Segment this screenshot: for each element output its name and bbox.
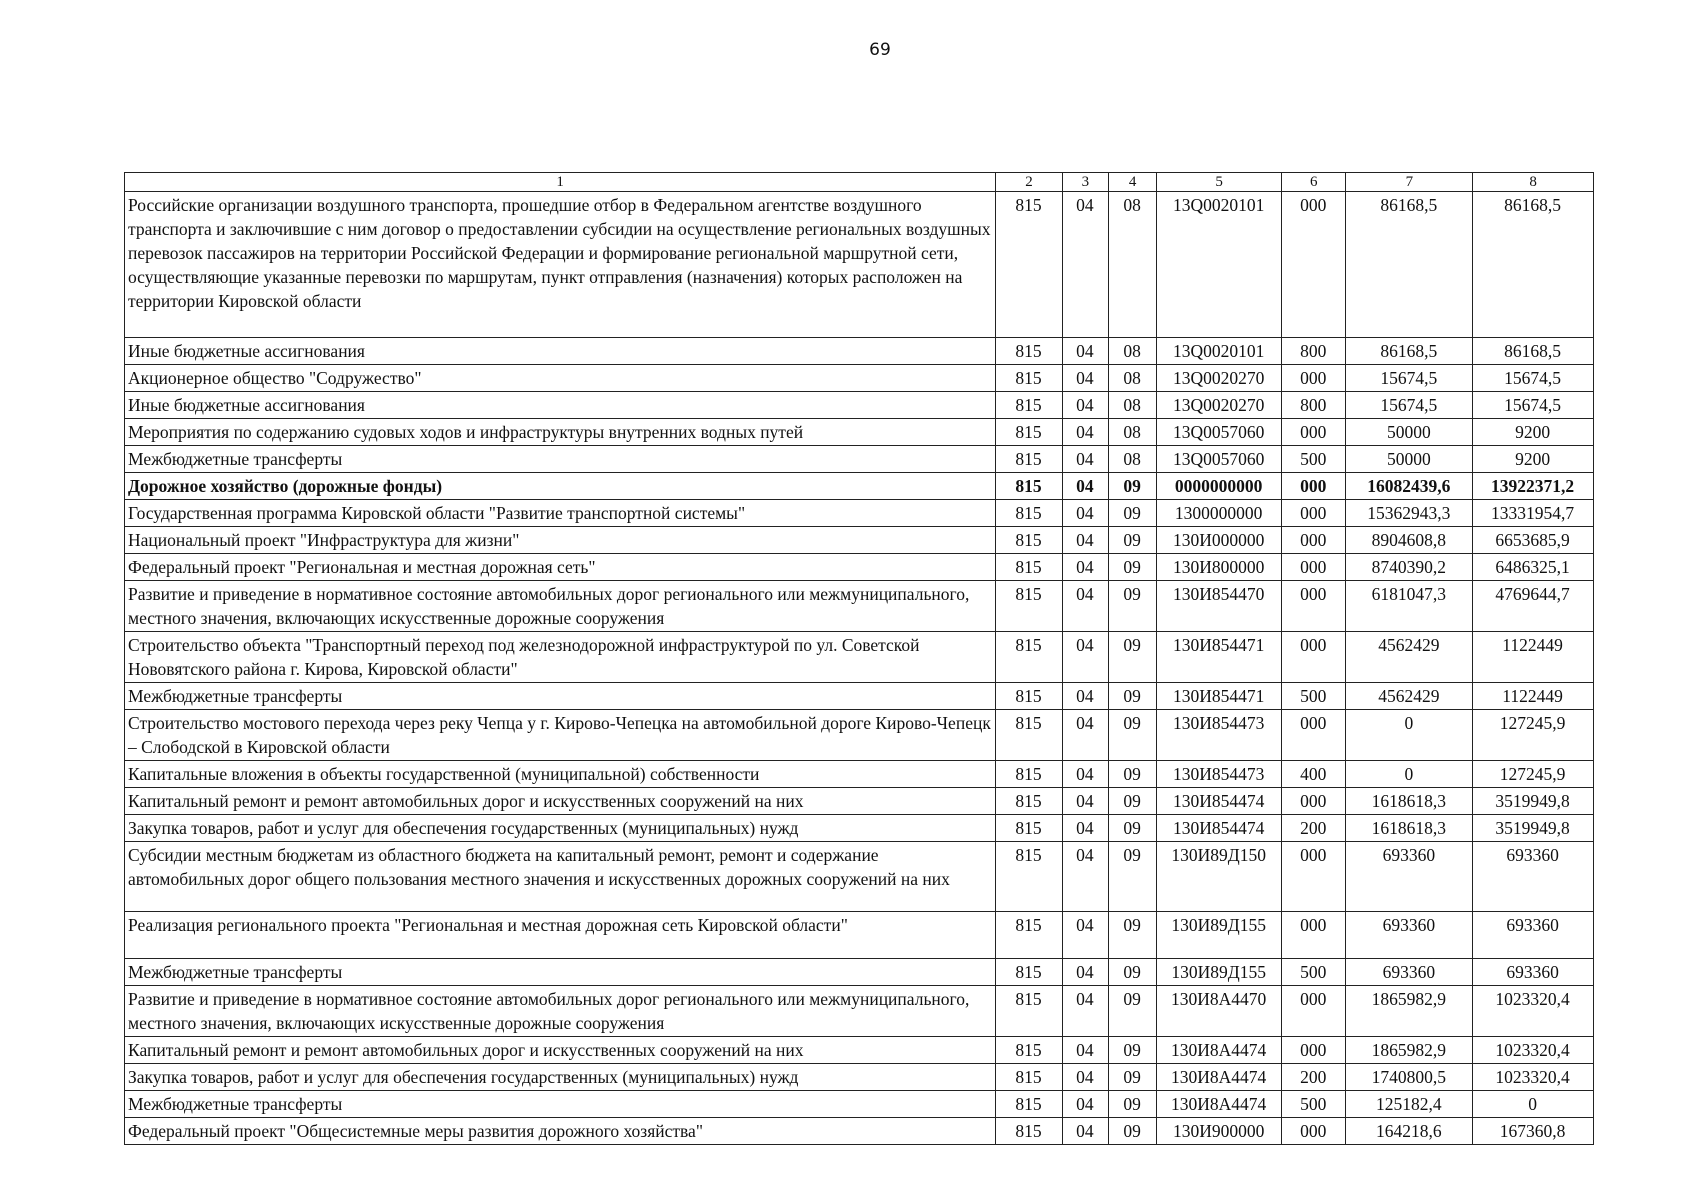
chapter-cell: 815	[996, 842, 1062, 912]
target-article-cell: 130И000000	[1157, 527, 1282, 554]
amount-2025-cell: 1023320,4	[1473, 1037, 1594, 1064]
table-row	[125, 473, 1594, 500]
amount-2024-cell: 86168,5	[1346, 192, 1473, 338]
expense-type-cell: 000	[1282, 554, 1346, 581]
amount-2024-cell: 693360	[1346, 959, 1473, 986]
chapter-cell: 815	[996, 392, 1062, 419]
table-row	[125, 527, 1594, 554]
section-cell: 04	[1062, 446, 1108, 473]
amount-2025-cell: 6653685,9	[1473, 527, 1594, 554]
section-cell: 04	[1062, 683, 1108, 710]
name-cell: Закупка товаров, работ и услуг для обеспечения государственных (муниципальных) нужд	[125, 1064, 996, 1091]
name-cell: Межбюджетные трансферты	[125, 683, 996, 710]
amount-2025-cell: 4769644,7	[1473, 581, 1594, 632]
subsection-cell: 08	[1109, 192, 1157, 338]
chapter-cell: 815	[996, 683, 1062, 710]
expense-type-cell: 000	[1282, 1118, 1346, 1145]
subsection-cell: 09	[1109, 842, 1157, 912]
expense-type-cell: 000	[1282, 419, 1346, 446]
section-cell: 04	[1062, 1091, 1108, 1118]
chapter-cell: 815	[996, 500, 1062, 527]
section-cell: 04	[1062, 419, 1108, 446]
amount-2024-cell: 1865982,9	[1346, 1037, 1473, 1064]
name-cell: Закупка товаров, работ и услуг для обеспечения государственных (муниципальных) нужд	[125, 815, 996, 842]
expense-type-cell: 400	[1282, 761, 1346, 788]
section-cell: 04	[1062, 365, 1108, 392]
table-row	[125, 392, 1594, 419]
name-cell: Иные бюджетные ассигнования	[125, 392, 996, 419]
amount-2024-cell: 15674,5	[1346, 392, 1473, 419]
subsection-cell: 09	[1109, 1064, 1157, 1091]
amount-2024-cell: 50000	[1346, 419, 1473, 446]
section-cell: 04	[1062, 500, 1108, 527]
section-cell: 04	[1062, 581, 1108, 632]
header-cell-5: 5	[1157, 173, 1282, 192]
target-article-cell: 13Q0057060	[1157, 419, 1282, 446]
table-row	[125, 581, 1594, 632]
subsection-cell: 09	[1109, 527, 1157, 554]
amount-2024-cell: 1740800,5	[1346, 1064, 1473, 1091]
expense-type-cell: 000	[1282, 500, 1346, 527]
expense-type-cell: 200	[1282, 815, 1346, 842]
table-row	[125, 338, 1594, 365]
amount-2024-cell: 15362943,3	[1346, 500, 1473, 527]
expense-type-cell: 000	[1282, 527, 1346, 554]
expense-type-cell: 000	[1282, 473, 1346, 500]
amount-2025-cell: 693360	[1473, 912, 1594, 959]
expense-type-cell: 000	[1282, 192, 1346, 338]
section-cell: 04	[1062, 710, 1108, 761]
target-article-cell: 130И8А4474	[1157, 1064, 1282, 1091]
chapter-cell: 815	[996, 912, 1062, 959]
expense-type-cell: 500	[1282, 959, 1346, 986]
target-article-cell: 130И900000	[1157, 1118, 1282, 1145]
target-article-cell: 130И89Д150	[1157, 842, 1282, 912]
subsection-cell: 09	[1109, 986, 1157, 1037]
target-article-cell: 1300000000	[1157, 500, 1282, 527]
amount-2025-cell: 9200	[1473, 419, 1594, 446]
table-row	[125, 710, 1594, 761]
section-cell: 04	[1062, 912, 1108, 959]
header-cell-8: 8	[1473, 173, 1594, 192]
subsection-cell: 09	[1109, 788, 1157, 815]
amount-2025-cell: 3519949,8	[1473, 815, 1594, 842]
amount-2025-cell: 15674,5	[1473, 365, 1594, 392]
amount-2025-cell: 13331954,7	[1473, 500, 1594, 527]
expense-type-cell: 000	[1282, 788, 1346, 815]
target-article-cell: 130И854471	[1157, 683, 1282, 710]
name-cell: Государственная программа Кировской области "Развитие транспортной системы"	[125, 500, 996, 527]
target-article-cell: 130И854471	[1157, 632, 1282, 683]
amount-2025-cell: 86168,5	[1473, 338, 1594, 365]
subsection-cell: 09	[1109, 710, 1157, 761]
amount-2025-cell: 127245,9	[1473, 761, 1594, 788]
chapter-cell: 815	[996, 788, 1062, 815]
section-cell: 04	[1062, 338, 1108, 365]
section-cell: 04	[1062, 959, 1108, 986]
amount-2024-cell: 0	[1346, 761, 1473, 788]
section-cell: 04	[1062, 1037, 1108, 1064]
amount-2024-cell: 16082439,6	[1346, 473, 1473, 500]
subsection-cell: 08	[1109, 338, 1157, 365]
target-article-cell: 130И8А4474	[1157, 1037, 1282, 1064]
name-cell: Мероприятия по содержанию судовых ходов и инфраструктуры внутренних водных путей	[125, 419, 996, 446]
section-cell: 04	[1062, 473, 1108, 500]
target-article-cell: 13Q0020101	[1157, 338, 1282, 365]
table-row	[125, 959, 1594, 986]
amount-2025-cell: 1023320,4	[1473, 986, 1594, 1037]
name-cell: Строительство объекта "Транспортный переход под железнодорожной инфраструктурой по ул. Советской Нововятского района г. Кирова, Кировской области"	[125, 632, 996, 683]
chapter-cell: 815	[996, 1091, 1062, 1118]
chapter-cell: 815	[996, 338, 1062, 365]
header-cell-4: 4	[1109, 173, 1157, 192]
name-cell: Межбюджетные трансферты	[125, 959, 996, 986]
subsection-cell: 09	[1109, 761, 1157, 788]
target-article-cell: 13Q0020270	[1157, 392, 1282, 419]
expense-type-cell: 500	[1282, 683, 1346, 710]
name-cell: Развитие и приведение в нормативное состояние автомобильных дорог регионального или межмуниципального, местного значения, включающих искусственные дорожные сооружения	[125, 986, 996, 1037]
table-row	[125, 365, 1594, 392]
header-cell-1: 1	[125, 173, 996, 192]
expense-type-cell: 000	[1282, 842, 1346, 912]
section-cell: 04	[1062, 392, 1108, 419]
amount-2025-cell: 0	[1473, 1091, 1594, 1118]
section-cell: 04	[1062, 986, 1108, 1037]
chapter-cell: 815	[996, 419, 1062, 446]
amount-2024-cell: 50000	[1346, 446, 1473, 473]
subsection-cell: 09	[1109, 1091, 1157, 1118]
target-article-cell: 130И89Д155	[1157, 912, 1282, 959]
target-article-cell: 130И800000	[1157, 554, 1282, 581]
amount-2024-cell: 125182,4	[1346, 1091, 1473, 1118]
amount-2025-cell: 86168,5	[1473, 192, 1594, 338]
amount-2025-cell: 13922371,2	[1473, 473, 1594, 500]
chapter-cell: 815	[996, 554, 1062, 581]
name-cell: Национальный проект "Инфраструктура для жизни"	[125, 527, 996, 554]
subsection-cell: 09	[1109, 500, 1157, 527]
target-article-cell: 130И854470	[1157, 581, 1282, 632]
table-row	[125, 815, 1594, 842]
table-body	[125, 192, 1594, 1145]
amount-2024-cell: 8740390,2	[1346, 554, 1473, 581]
chapter-cell: 815	[996, 446, 1062, 473]
table-row	[125, 761, 1594, 788]
table-row	[125, 683, 1594, 710]
target-article-cell: 130И854473	[1157, 761, 1282, 788]
section-cell: 04	[1062, 842, 1108, 912]
subsection-cell: 09	[1109, 632, 1157, 683]
table-row	[125, 1037, 1594, 1064]
table-row	[125, 986, 1594, 1037]
amount-2024-cell: 0	[1346, 710, 1473, 761]
name-cell: Капитальные вложения в объекты государственной (муниципальной) собственности	[125, 761, 996, 788]
chapter-cell: 815	[996, 473, 1062, 500]
header-cell-6: 6	[1282, 173, 1346, 192]
section-cell: 04	[1062, 632, 1108, 683]
amount-2025-cell: 693360	[1473, 842, 1594, 912]
subsection-cell: 09	[1109, 959, 1157, 986]
chapter-cell: 815	[996, 959, 1062, 986]
amount-2024-cell: 164218,6	[1346, 1118, 1473, 1145]
subsection-cell: 09	[1109, 554, 1157, 581]
chapter-cell: 815	[996, 365, 1062, 392]
subsection-cell: 08	[1109, 446, 1157, 473]
amount-2025-cell: 15674,5	[1473, 392, 1594, 419]
chapter-cell: 815	[996, 192, 1062, 338]
chapter-cell: 815	[996, 527, 1062, 554]
section-cell: 04	[1062, 788, 1108, 815]
section-cell: 04	[1062, 192, 1108, 338]
name-cell: Межбюджетные трансферты	[125, 446, 996, 473]
amount-2025-cell: 6486325,1	[1473, 554, 1594, 581]
expense-type-cell: 500	[1282, 1091, 1346, 1118]
header-cell-7: 7	[1346, 173, 1473, 192]
section-cell: 04	[1062, 1118, 1108, 1145]
amount-2025-cell: 1023320,4	[1473, 1064, 1594, 1091]
target-article-cell: 0000000000	[1157, 473, 1282, 500]
subsection-cell: 09	[1109, 581, 1157, 632]
chapter-cell: 815	[996, 1118, 1062, 1145]
subsection-cell: 09	[1109, 683, 1157, 710]
name-cell: Российские организации воздушного транспорта, прошедшие отбор в Федеральном агентстве воздушного транспорта и заключившие с ним договор о предоставлении субсидии на осуществление региональных воздушных перевозок пассажиров на территории Российской Федерации и формирование региональной маршрутной сети, осуществляющие указанные перевозки по маршрутам, пункт отправления (назначения) которых расположен на территории Кировской области	[125, 192, 996, 338]
target-article-cell: 13Q0057060	[1157, 446, 1282, 473]
name-cell: Реализация регионального проекта "Региональная и местная дорожная сеть Кировской области"	[125, 912, 996, 959]
target-article-cell: 130И854474	[1157, 815, 1282, 842]
amount-2024-cell: 4562429	[1346, 683, 1473, 710]
amount-2025-cell: 9200	[1473, 446, 1594, 473]
subsection-cell: 09	[1109, 815, 1157, 842]
page-number: 69	[869, 40, 891, 60]
amount-2024-cell: 693360	[1346, 912, 1473, 959]
amount-2024-cell: 693360	[1346, 842, 1473, 912]
chapter-cell: 815	[996, 632, 1062, 683]
target-article-cell: 130И8А4470	[1157, 986, 1282, 1037]
name-cell: Межбюджетные трансферты	[125, 1091, 996, 1118]
target-article-cell: 13Q0020101	[1157, 192, 1282, 338]
name-cell: Капитальный ремонт и ремонт автомобильных дорог и искусственных сооружений на них	[125, 1037, 996, 1064]
amount-2024-cell: 8904608,8	[1346, 527, 1473, 554]
header-cell-2: 2	[996, 173, 1062, 192]
table-row	[125, 419, 1594, 446]
name-cell: Иные бюджетные ассигнования	[125, 338, 996, 365]
table-row	[125, 1091, 1594, 1118]
table-row	[125, 554, 1594, 581]
expense-type-cell: 800	[1282, 392, 1346, 419]
name-cell: Акционерное общество "Содружество"	[125, 365, 996, 392]
budget-table	[124, 172, 1594, 1145]
table-row	[125, 632, 1594, 683]
expense-type-cell: 000	[1282, 986, 1346, 1037]
target-article-cell: 13Q0020270	[1157, 365, 1282, 392]
chapter-cell: 815	[996, 581, 1062, 632]
name-cell: Капитальный ремонт и ремонт автомобильных дорог и искусственных сооружений на них	[125, 788, 996, 815]
chapter-cell: 815	[996, 1037, 1062, 1064]
name-cell: Федеральный проект "Общесистемные меры развития дорожного хозяйства"	[125, 1118, 996, 1145]
chapter-cell: 815	[996, 710, 1062, 761]
subsection-cell: 09	[1109, 1118, 1157, 1145]
target-article-cell: 130И8А4474	[1157, 1091, 1282, 1118]
amount-2025-cell: 3519949,8	[1473, 788, 1594, 815]
amount-2024-cell: 86168,5	[1346, 338, 1473, 365]
table-row	[125, 912, 1594, 959]
expense-type-cell: 800	[1282, 338, 1346, 365]
name-cell: Федеральный проект "Региональная и местная дорожная сеть"	[125, 554, 996, 581]
chapter-cell: 815	[996, 815, 1062, 842]
section-cell: 04	[1062, 815, 1108, 842]
subsection-cell: 08	[1109, 365, 1157, 392]
expense-type-cell: 500	[1282, 446, 1346, 473]
section-cell: 04	[1062, 1064, 1108, 1091]
expense-type-cell: 000	[1282, 365, 1346, 392]
expense-type-cell: 000	[1282, 632, 1346, 683]
subsection-cell: 09	[1109, 912, 1157, 959]
amount-2024-cell: 1618618,3	[1346, 788, 1473, 815]
amount-2025-cell: 1122449	[1473, 683, 1594, 710]
expense-type-cell: 000	[1282, 710, 1346, 761]
name-cell: Развитие и приведение в нормативное состояние автомобильных дорог регионального или межмуниципального, местного значения, включающих искусственные дорожные сооружения	[125, 581, 996, 632]
amount-2024-cell: 1618618,3	[1346, 815, 1473, 842]
chapter-cell: 815	[996, 761, 1062, 788]
name-cell: Дорожное хозяйство (дорожные фонды)	[125, 473, 996, 500]
target-article-cell: 130И854474	[1157, 788, 1282, 815]
table-row	[125, 1064, 1594, 1091]
subsection-cell: 08	[1109, 419, 1157, 446]
table-row	[125, 500, 1594, 527]
amount-2024-cell: 4562429	[1346, 632, 1473, 683]
name-cell: Субсидии местным бюджетам из областного бюджета на капитальный ремонт, ремонт и содержание автомобильных дорог общего пользования местного значения и искусственных дорожных сооружений на них	[125, 842, 996, 912]
amount-2025-cell: 693360	[1473, 959, 1594, 986]
expense-type-cell: 200	[1282, 1064, 1346, 1091]
target-article-cell: 130И89Д155	[1157, 959, 1282, 986]
subsection-cell: 08	[1109, 392, 1157, 419]
table-row	[125, 1118, 1594, 1145]
table-row	[125, 192, 1594, 338]
expense-type-cell: 000	[1282, 912, 1346, 959]
chapter-cell: 815	[996, 1064, 1062, 1091]
target-article-cell: 130И854473	[1157, 710, 1282, 761]
header-row	[125, 173, 1594, 192]
amount-2025-cell: 1122449	[1473, 632, 1594, 683]
table-row	[125, 446, 1594, 473]
expense-type-cell: 000	[1282, 581, 1346, 632]
table-row	[125, 842, 1594, 912]
section-cell: 04	[1062, 527, 1108, 554]
amount-2025-cell: 167360,8	[1473, 1118, 1594, 1145]
amount-2025-cell: 127245,9	[1473, 710, 1594, 761]
table-row	[125, 788, 1594, 815]
amount-2024-cell: 6181047,3	[1346, 581, 1473, 632]
chapter-cell: 815	[996, 986, 1062, 1037]
section-cell: 04	[1062, 554, 1108, 581]
subsection-cell: 09	[1109, 1037, 1157, 1064]
name-cell: Строительство мостового перехода через реку Чепца у г. Кирово-Чепецка на автомобильной дороге Кирово-Чепецк – Слободской в Кировской области	[125, 710, 996, 761]
expense-type-cell: 000	[1282, 1037, 1346, 1064]
subsection-cell: 09	[1109, 473, 1157, 500]
header-cell-3: 3	[1062, 173, 1108, 192]
section-cell: 04	[1062, 761, 1108, 788]
amount-2024-cell: 15674,5	[1346, 365, 1473, 392]
amount-2024-cell: 1865982,9	[1346, 986, 1473, 1037]
